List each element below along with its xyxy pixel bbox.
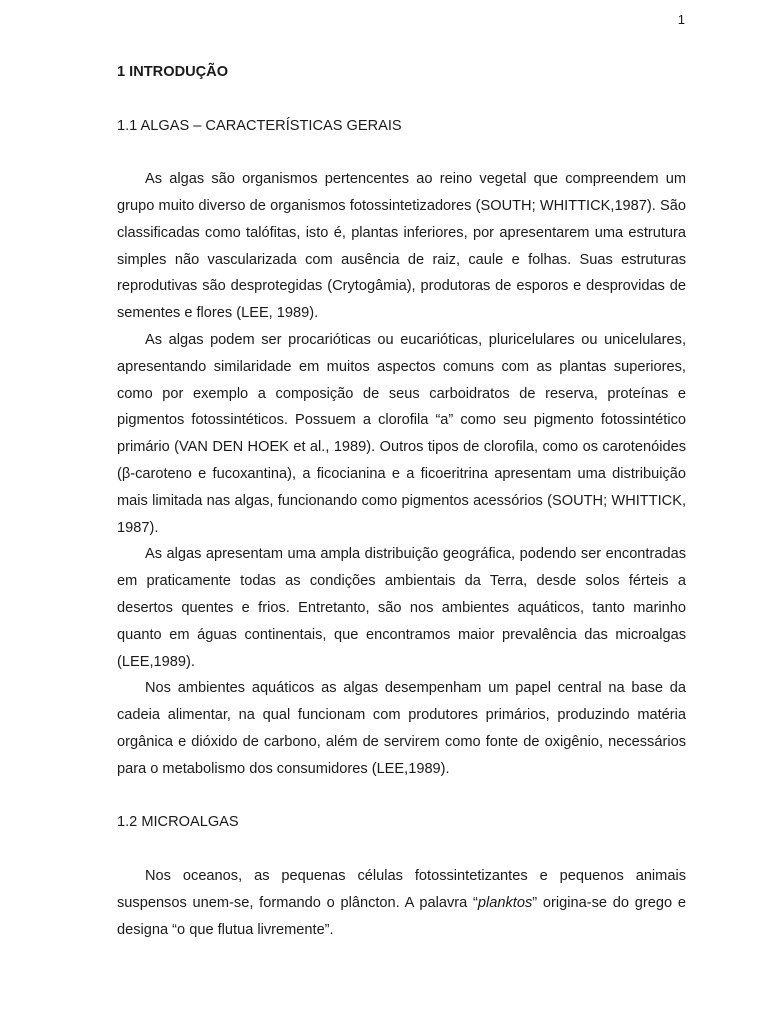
paragraph-text: Nos oceanos, as pequenas células fotossintetizantes e pequenos animais suspensos unem-se, formando o plâncton. A palavra “ [117, 867, 686, 911]
section-heading-microalgas: 1.2 MICROALGAS [117, 814, 239, 831]
paragraph: As algas apresentam uma ampla distribuição geográfica, podendo ser encontradas em praticamente todas as condições ambientais da Terra, desde solos férteis a desertos quentes e frios. Entretanto, são nos ambientes aquáticos, tanto marinho quanto em águas continentais, que encontramos maior prevalência das microalgas (LEE,1989). [117, 546, 686, 670]
spacer [117, 86, 686, 113]
paragraph-plancton [117, 863, 686, 943]
page-content [117, 59, 686, 943]
spacer [117, 836, 686, 863]
spacer [117, 139, 686, 166]
chapter-heading: 1 INTRODUÇÃO [117, 64, 229, 80]
paragraph-text: ” origina-se do grego e designa “o que flutua livremente”. [117, 894, 686, 938]
page-number: 1 [677, 12, 685, 27]
paragraph: As algas são organismos pertencentes ao reino vegetal que compreendem um grupo muito diverso de organismos fotossintetizadores (SOUTH; WHITTICK,1987). São classificadas como talófitas, isto é, plantas inferiores, por apresentarem uma estrutura simples não vascularizada com ausência de raiz, caule e folhas. Suas estruturas reprodutivas são desprotegidas (Crytogâmia), produtoras de esporos e desprovidas de sementes e flores (LEE, 1989). [117, 171, 686, 322]
paragraph: Nos ambientes aquáticos as algas desempenham um papel central na base da cadeia alimentar, na qual funcionam com produtores primários, produzindo matéria orgânica e dióxido de carbono, além de servirem como fonte de oxigênio, necessários para o metabolismo dos consumidores (LEE,1989). [117, 680, 686, 777]
paragraph: As algas podem ser procarióticas ou eucarióticas, pluricelulares ou unicelulares, apresentando similaridade em muitos aspectos comuns com as plantas superiores, como por exemplo a composição de seus carboidratos de reserva, proteínas e pigmentos fotossintéticos. Possuem a clorofila “a” como seu pigmento fotossintético primário (VAN DEN HOEK et al., 1989). Outros tipos de clorofila, como os carotenóides (β-caroteno e fucoxantina), a ficocianina e a ficoeritrina apresentam uma distribuição mais limitada nas algas, funcionando como pigmentos acessórios (SOUTH; WHITTICK, 1987). [117, 331, 686, 536]
section-heading-algas: 1.1 ALGAS – CARACTERÍSTICAS GERAIS [117, 117, 402, 134]
spacer [117, 783, 686, 810]
italic-term: planktos [477, 894, 533, 911]
